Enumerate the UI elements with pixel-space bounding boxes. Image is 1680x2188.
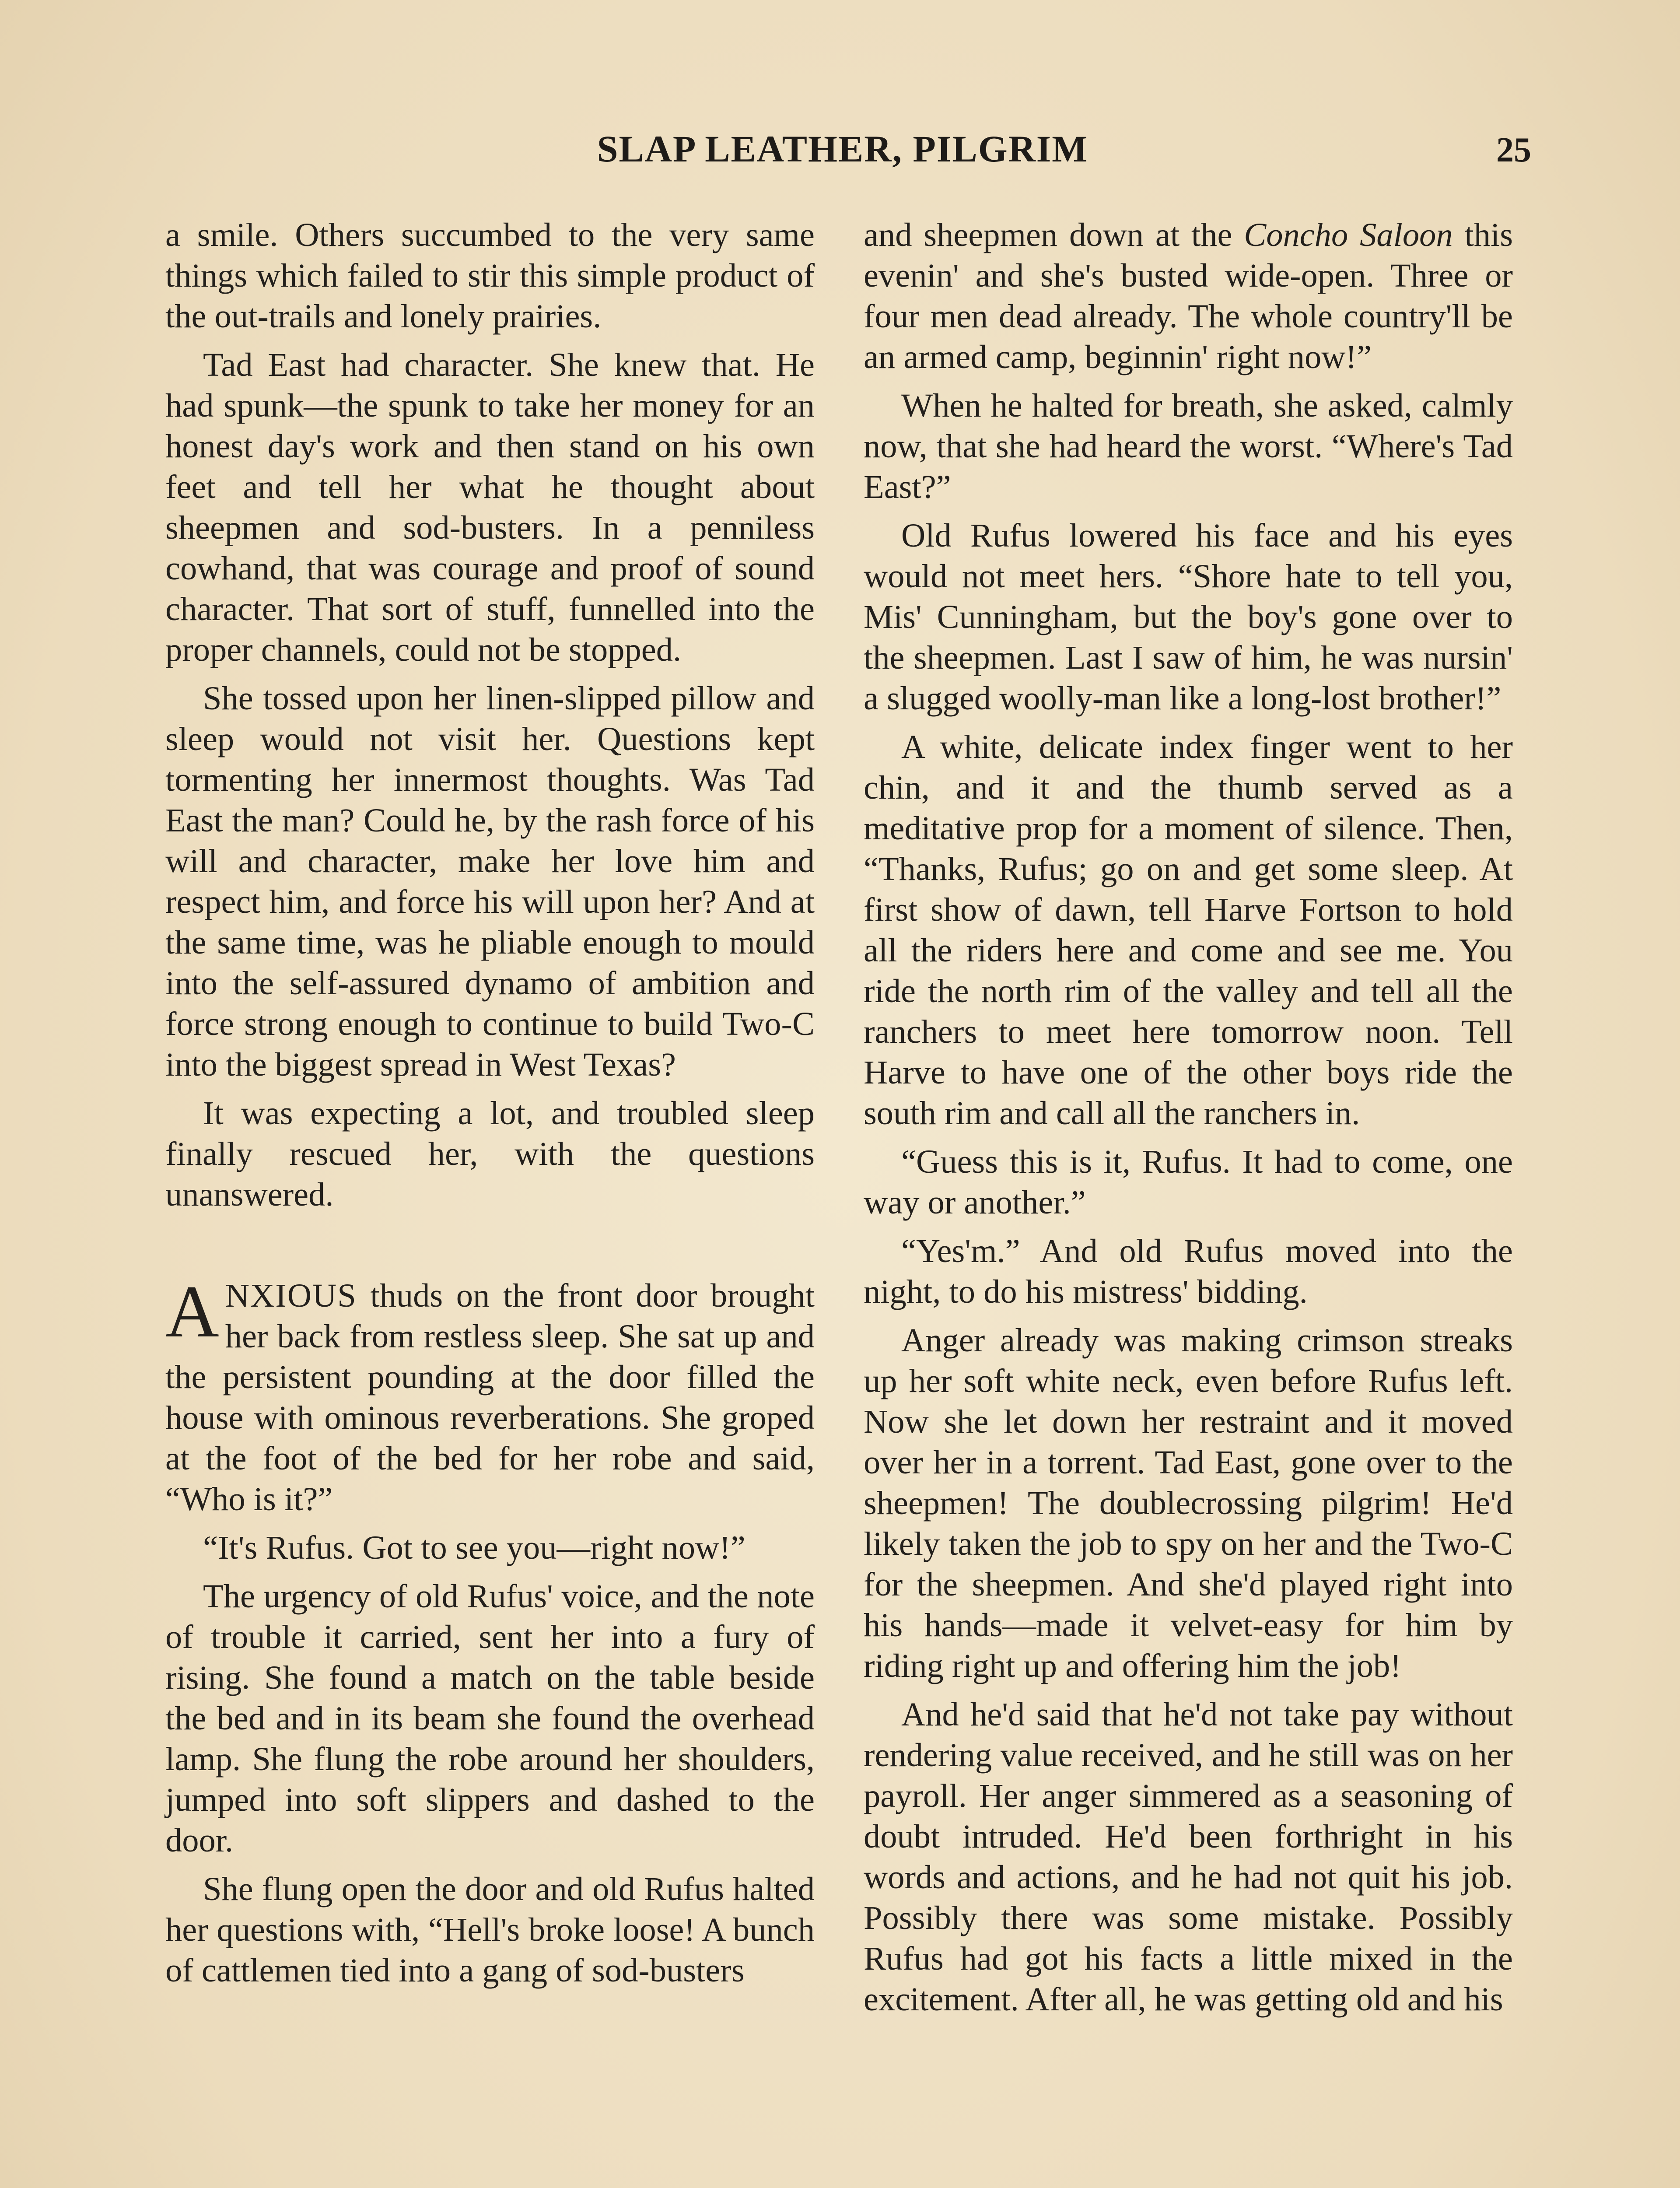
- paragraph: When he halted for breath, she asked, calmly now, that she had heard the worst. “Where's Tad East?”: [864, 387, 1513, 505]
- paragraph: The urgency of old Rufus' voice, and the note of trouble it carried, sent her into a fury of rising. She found a match on the table beside the bed and in its beam she found the overhead lamp. She flung the robe around her shoulders, jumped into soft slippers and dashed to the door.: [165, 1578, 815, 1859]
- paragraph: “It's Rufus. Got to see you—right now!”: [203, 1529, 746, 1566]
- paragraph: “Guess this is it, Rufus. It had to come, one way or another.”: [864, 1143, 1513, 1221]
- paragraph-text: thuds on the front door brought her back from restless sleep. She sat up and the persistent pounding at the door filled the house with ominous reverberations. She groped at the foot of the bed for her robe and said, “Who is it?”: [165, 1277, 815, 1518]
- paragraph: A white, delicate index finger went to her chin, and it and the thumb served as a meditative prop for a moment of silence. Then, “Thanks, Rufus; go on and get some sleep. At first show of dawn, tell Harve Fortson to hold all the riders here and come and see me. You ride the north rim of the valley and tell all the ranchers to meet here tomorrow noon. Tell Harve to have one of the other boys ride the south rim and call all the ranchers in.: [864, 728, 1513, 1132]
- page-number: 25: [1496, 131, 1531, 169]
- paragraph: She flung open the door and old Rufus halted her questions with, “Hell's broke loose! A bunch of cattlemen tied into a gang of sod-busters: [165, 1870, 815, 1989]
- paragraph-with-drop-cap: [165, 1270, 815, 1519]
- paragraph: It was expecting a lot, and troubled sleep finally rescued her, with the questions unanswered.: [165, 1094, 815, 1213]
- paragraph-text: this evenin' and she's busted wide-open. Three or four men dead already. The whole country'll be an armed camp, beginnin' right now!”: [864, 216, 1513, 375]
- paragraph: [864, 214, 1513, 377]
- paragraph: a smile. Others succumbed to the very same things which failed to stir this simple product of the out-trails and lonely prairies.: [165, 216, 815, 335]
- section-break: [165, 1223, 815, 1275]
- paragraph: Anger already was making crimson streaks up her soft white neck, even before Rufus left. Now she let down her restraint and it moved over her in a torrent. Tad East, gone over to the sheepmen! The doublecrossing pilgrim! He'd likely taken the job to spy on her and the Two-C for the sheepmen. And she'd played right into his hands—made it velvet-easy for him by riding right up and offering him the job!: [864, 1322, 1513, 1684]
- paragraph: And he'd said that he'd not take pay without rendering value received, and he still was on her payroll. Her anger simmered as a seasoning of doubt intruded. He'd been forthright in his words and actions, and he had not quit his job. Possibly there was some mistake. Possibly Rufus had got his facts a little mixed in the excitement. After all, he was getting old and his: [864, 1696, 1513, 2018]
- running-title: SLAP LEATHER, PILGRIM: [597, 128, 1088, 170]
- paragraph: Tad East had character. She knew that. He had spunk—the spunk to take her money for an honest day's work and then stand on his own feet and tell her what he thought about sheepmen and sod-busters. In a penniless cowhand, that was courage and proof of sound character. That sort of stuff, funnelled into the proper channels, could not be stopped.: [165, 346, 815, 668]
- small-caps-lead: NXIOUS: [225, 1277, 357, 1314]
- drop-cap: A: [165, 1270, 219, 1353]
- left-column: [165, 214, 815, 1999]
- paragraph: Old Rufus lowered his face and his eyes would not meet hers. “Shore hate to tell you, Mis' Cunningham, but the boy's gone over to the sheepmen. Last I saw of him, he was nursin' a slugged woolly-man like a long-lost brother!”: [864, 517, 1513, 717]
- right-column: [864, 214, 1513, 2027]
- paragraph-text: and sheepmen down at the: [864, 216, 1244, 253]
- paragraph: “Yes'm.” And old Rufus moved into the night, to do his mistress' bidding.: [864, 1232, 1513, 1310]
- paragraph: She tossed upon her linen-slipped pillow and sleep would not visit her. Questions kept tormenting her innermost thoughts. Was Tad East the man? Could he, by the rash force of his will and character, make her love him and respect him, and force his will upon her? And at the same time, was he pliable enough to mould into the self-assured dynamo of ambition and force strong enough to continue to build Two-C into the biggest spread in West Texas?: [165, 680, 815, 1083]
- italic-place-name: Concho Saloon: [1244, 216, 1453, 253]
